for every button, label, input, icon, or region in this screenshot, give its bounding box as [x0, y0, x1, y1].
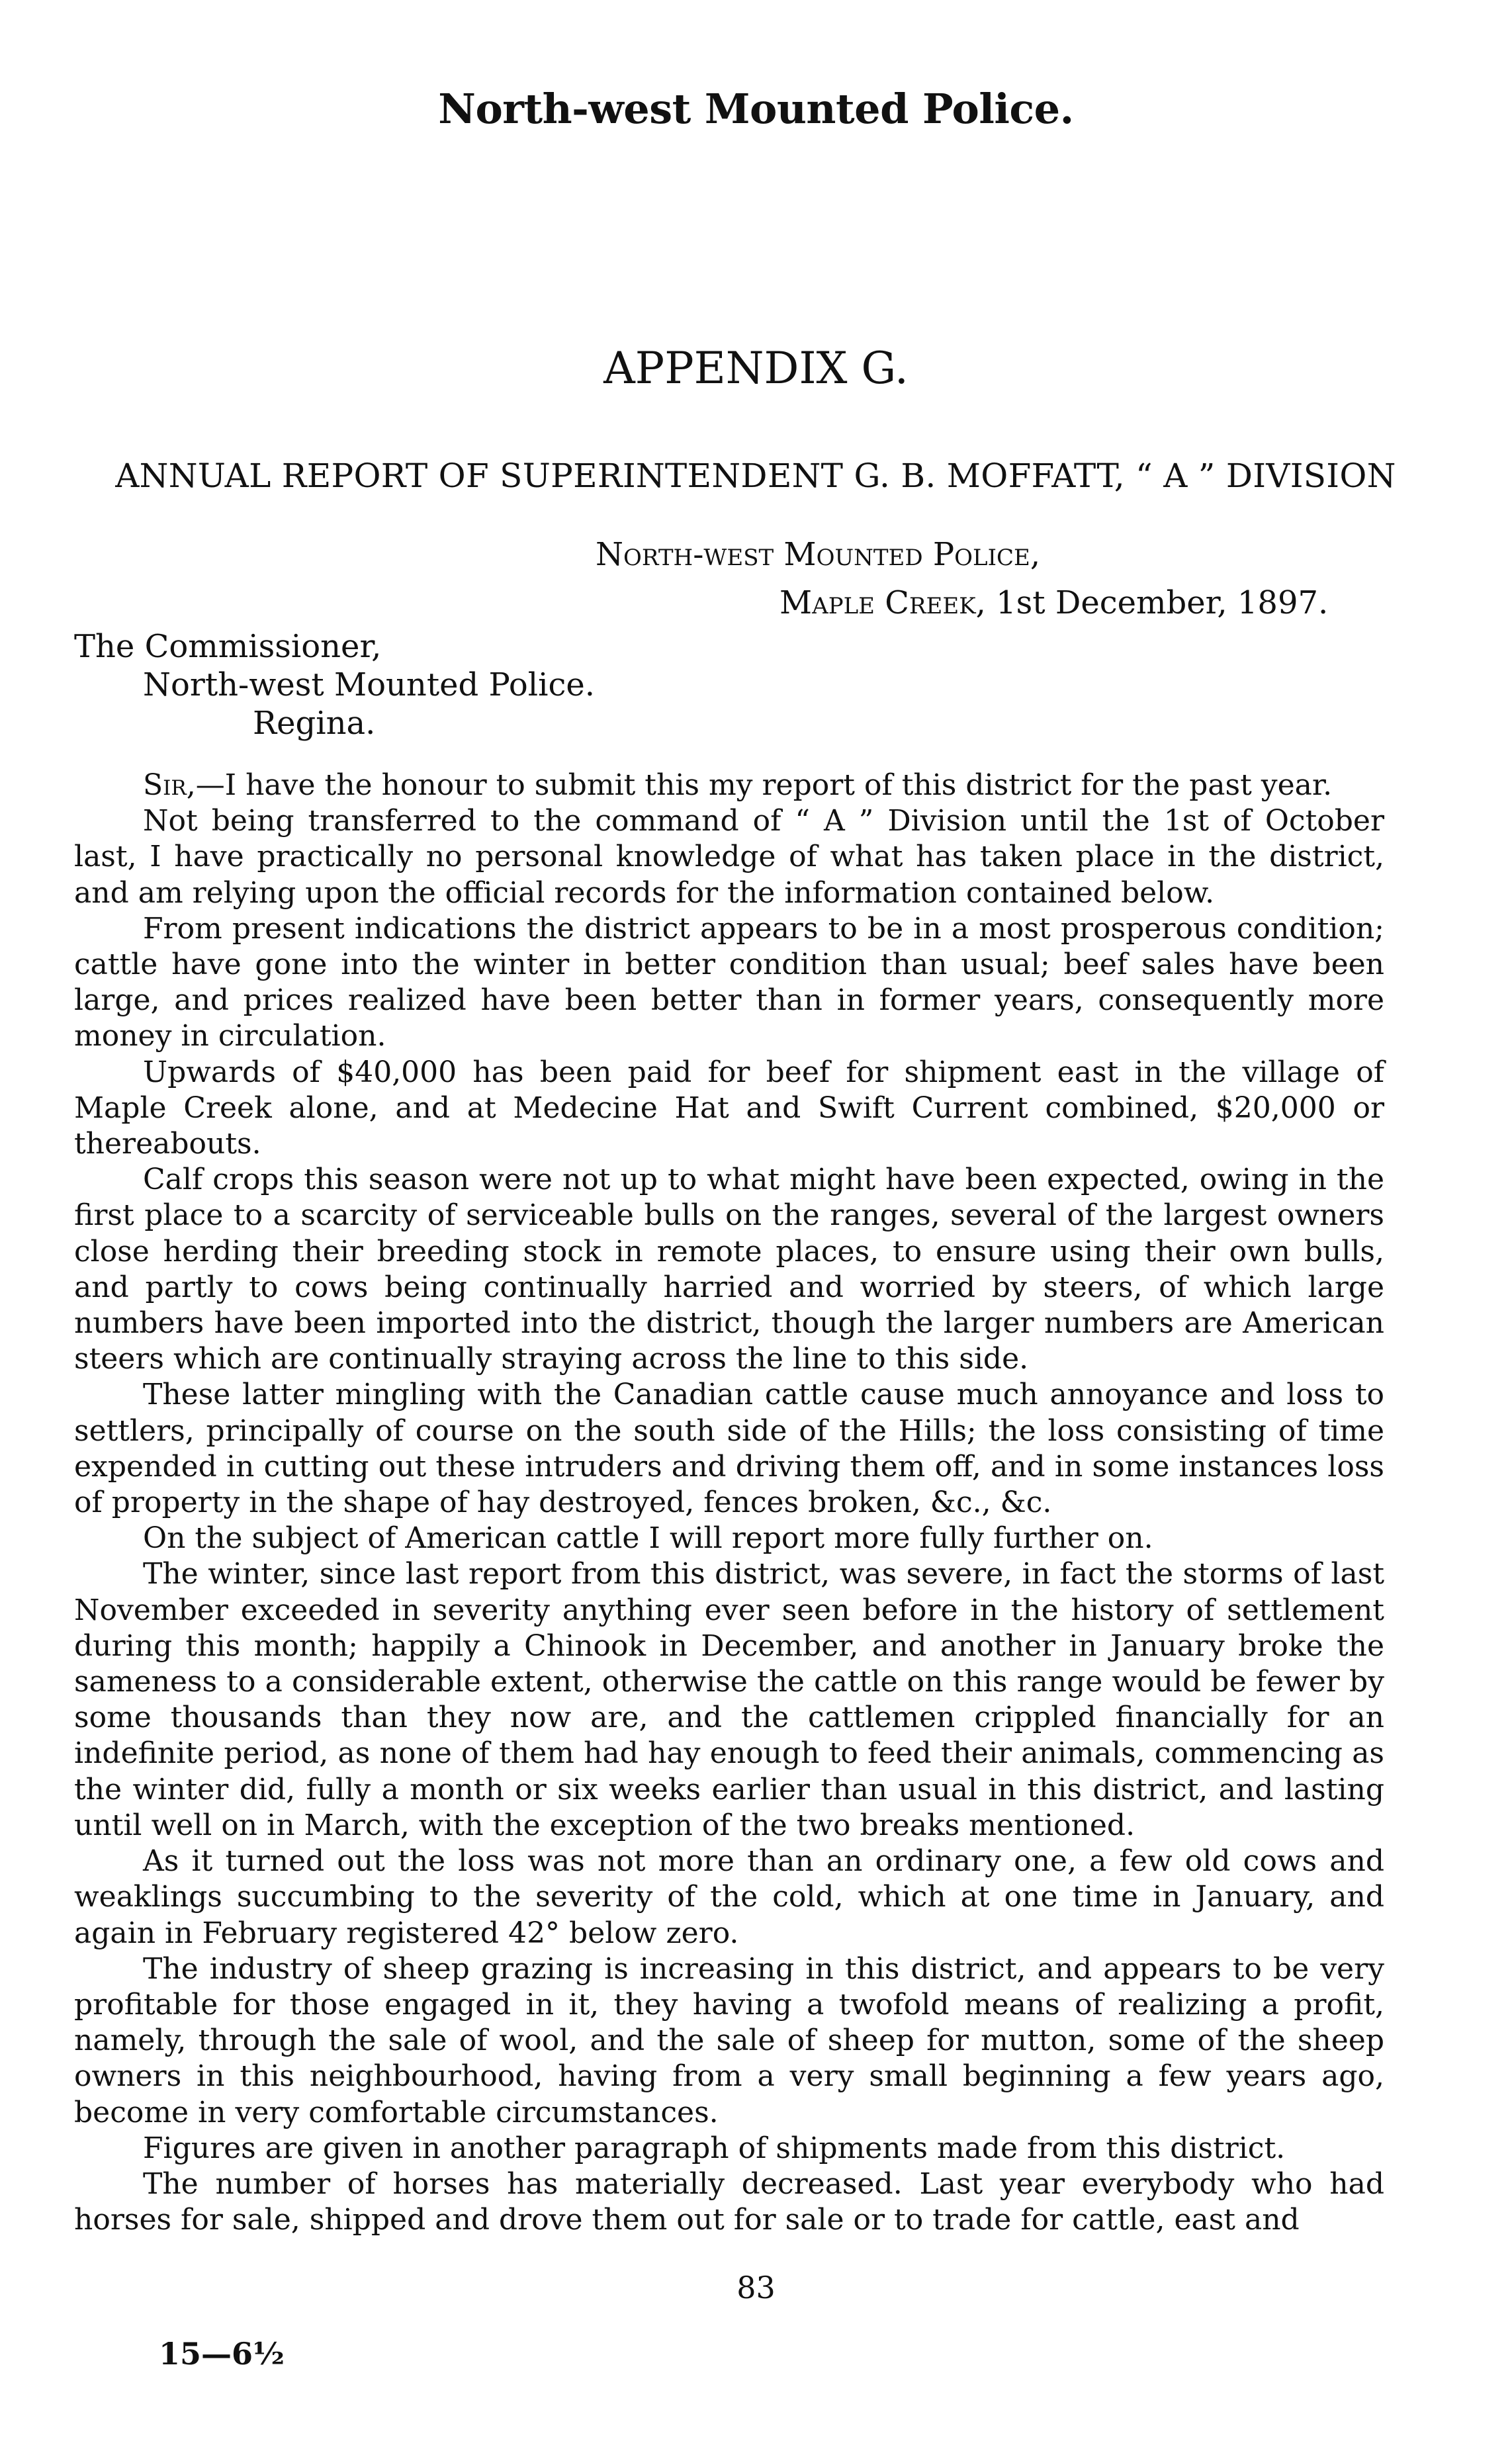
paragraph: Not being transferred to the command of “ A ” Division until the 1st of October last, I have practically no personal knowledge of what has taken place in the district, and am relying upon the official records for the information contained below. [74, 804, 1384, 910]
paragraph: These latter mingling with the Canadian cattle cause much annoyance and loss to settlers, principally of course on the south side of the Hills; the loss consisting of time expended in cutting out these intruders and driving them off, and in some instances loss of property in the shape of hay destroyed, fences broken, &c., &c. [74, 1378, 1384, 1520]
dateline-date: 1st December, 1897. [996, 584, 1329, 621]
paragraph: The number of horses has materially decreased. Last year everybody who had horses for sale, shipped and drove them out for sale or to trade for cattle, east and [74, 2166, 1384, 2237]
address-line: The Commissioner, [74, 628, 382, 665]
paragraph [74, 768, 1384, 803]
page-number: 83 [736, 2270, 776, 2305]
paragraph: The industry of sheep grazing is increasing in this district, and appears to be very profitable for those engaged in it, they having a twofold means of realizing a profit, namely, through the sale of wool, and the sale of sheep for mutton, some of the sheep owners in this neighbourhood, having from a very small beginning a few years ago, become in very comfortable circumstances. [74, 1951, 1384, 2129]
paragraph: Calf crops this season were not up to what might have been expected, owing in the first place to a scarcity of serviceable bulls on the ranges, several of the largest owners close herding their breeding stock in remote places, to ensure using their own bulls, and partly to cows being continually harried and worried by steers, of which large numbers have been imported into the district, though the larger numbers are American steers which are continually straying across the line to this side. [74, 1163, 1384, 1376]
paragraph: As it turned out the loss was not more than an ordinary one, a few old cows and weaklings succumbing to the severity of the cold, which at one time in January, and again in February registered 42° below zero. [74, 1844, 1384, 1950]
paragraph-text: —I have the honour to submit this my report of this district for the past year. [195, 768, 1333, 802]
appendix-heading: APPENDIX G. [603, 343, 909, 394]
signature-mark: 15—6½ [159, 2336, 285, 2372]
paragraph: Upwards of $40,000 has been paid for beef for shipment east in the village of Maple Creek alone, and at Medecine Hat and Swift Current combined, $20,000 or thereabouts. [74, 1055, 1384, 1161]
running-head: North-west Mounted Police. [438, 85, 1074, 133]
address-line: Regina. [253, 705, 376, 742]
dateline-place-date [779, 584, 1328, 621]
dateline-place: Maple Creek, [779, 584, 986, 621]
paragraph: The winter, since last report from this district, was severe, in fact the storms of last November exceeded in severity anything ever seen before in the history of settlement during this month; happily a Chinook in December, and another in January broke the sameness to a considerable extent, otherwise the cattle on this range would be fewer by some thousands than they now are, and the cattlemen crippled financially for an indefinite period, as none of them had hay enough to feed their animals, commencing as the winter did, fully a month or six weeks earlier than usual in this district, and lasting until well on in March, with the exception of the two breaks mentioned. [74, 1557, 1384, 1842]
paragraph: On the subject of American cattle I will report more fully further on. [143, 1521, 1153, 1556]
dateline-organization: North-west Mounted Police, [596, 536, 1041, 573]
address-line: North-west Mounted Police. [143, 666, 595, 703]
report-title: ANNUAL REPORT OF SUPERINTENDENT G. B. MOFFATT, “ A ” DIVISION [115, 457, 1396, 495]
paragraph: From present indications the district appears to be in a most prosperous condition; cattle have gone into the winter in better condition than usual; beef sales have been large, and prices realized have been better than in former years, consequently more money in circulation. [74, 911, 1384, 1053]
report-body [74, 768, 1384, 2238]
salutation: Sir, [143, 768, 196, 802]
addressee-block [74, 627, 595, 742]
paragraph: Figures are given in another paragraph of shipments made from this district. [143, 2131, 1286, 2165]
